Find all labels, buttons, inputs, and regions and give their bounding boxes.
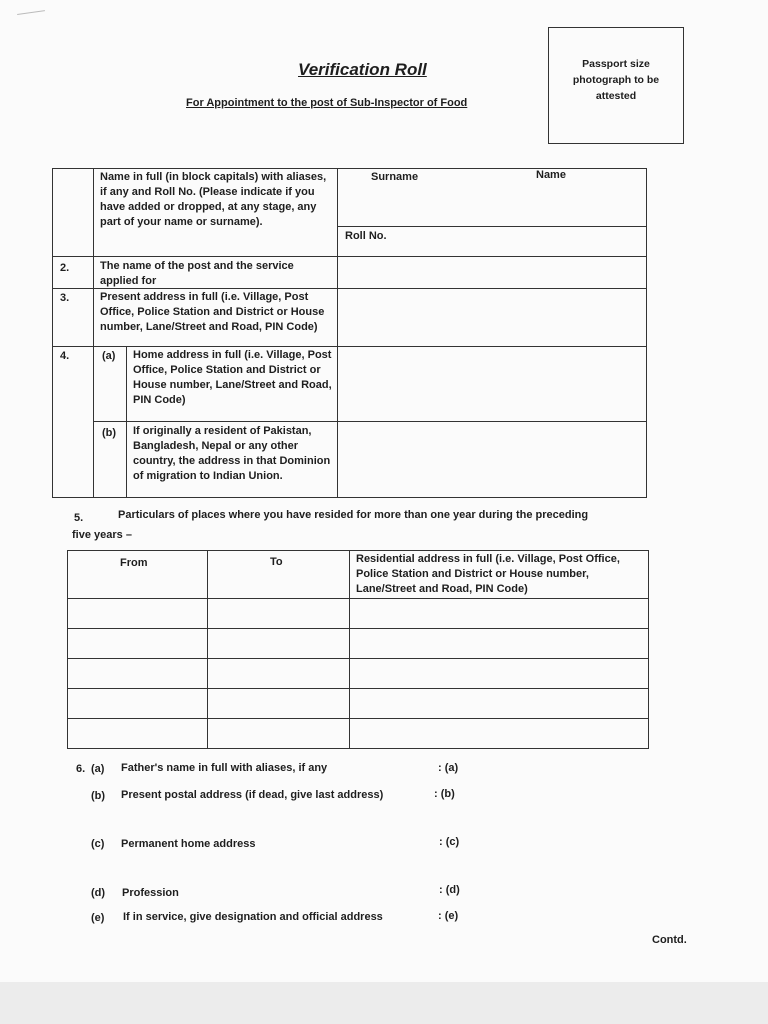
present-address-input-area[interactable] [338,289,645,345]
home-address-input-area[interactable] [338,347,645,420]
profession-label: Profession [122,887,179,899]
fathers-name-label: Father's name in full with aliases, if any [121,762,328,774]
form-title: Verification Roll [298,60,427,79]
home-address-description: Home address in full (i.e. Village, Post Office, Police Station and District or House number, Lane/Street and Road, PIN Code) [133,349,332,406]
form-subtitle: For Appointment to the post of Sub-Inspector of Food [186,97,468,109]
residence-instruction: Particulars of places where you have resided for more than one year during the preceding [118,509,589,521]
residential-address-header: Residential address in full (i.e. Village, Post Office, Police Station and District or House number, Lane/Street and Road, PIN Code) [356,553,620,595]
post-applied-description: The name of the post and the service applied for [100,260,294,287]
present-address-description: Present address in full (i.e. Village, Post Office, Police Station and District or House number, Lane/Street and Road, PIN Code) [100,291,325,333]
item-label: (d) [91,887,106,899]
section-number: 6. [76,763,86,775]
item-label: (a) [91,763,105,775]
table-line [93,168,94,497]
photo-box-label: Passport size photograph to be attested [572,58,660,102]
item-label: (c) [91,838,105,850]
scan-border [0,982,768,1024]
to-header: To [270,556,283,568]
postal-address-label: Present postal address (if dead, give last address) [121,789,384,801]
table-line [52,497,647,498]
item-label: (e) [91,912,105,924]
photo-box[interactable] [548,27,684,144]
row-number: 2. [60,262,70,274]
table-line [67,550,649,551]
surname-label: Surname [371,171,419,183]
from-header: From [120,557,148,569]
migration-address-description: If originally a resident of Pakistan, Bangladesh, Nepal or any other country, the address in that Dominion of migration to Indian Union. [133,425,331,482]
name-input-area[interactable] [338,185,645,225]
item-label: (b) [91,790,106,802]
sub-item-label: (a) [102,350,116,362]
continued-label: Contd. [652,934,687,946]
post-applied-input-area[interactable] [338,257,645,287]
row-number: 4. [60,350,70,362]
permanent-address-field[interactable]: : (c) [439,836,460,848]
residence-instruction-cont: five years – [72,529,132,541]
sub-item-label: (b) [102,427,117,439]
name-label: Name [536,169,566,181]
name-field-description: Name in full (in block capitals) with aliases, if any and Roll No. (Please indicate if you have added or dropped, at any stage, any part of your name or surname). [100,171,327,228]
permanent-address-label: Permanent home address [121,838,256,850]
table-line [52,168,53,497]
residence-entry-rows[interactable] [68,599,648,747]
fathers-name-field[interactable]: : (a) [438,762,459,774]
section-number: 5. [74,512,84,524]
row-number: 3. [60,292,70,304]
roll-no-input-area[interactable] [395,227,645,255]
roll-no-label: Roll No. [345,230,387,242]
service-designation-field[interactable]: : (e) [438,910,459,922]
profession-field[interactable]: : (d) [439,884,460,896]
postal-address-field[interactable]: : (b) [434,788,455,800]
service-designation-label: If in service, give designation and official address [123,911,383,923]
table-line [646,168,647,497]
migration-address-input-area[interactable] [338,422,645,496]
table-line [67,748,649,749]
